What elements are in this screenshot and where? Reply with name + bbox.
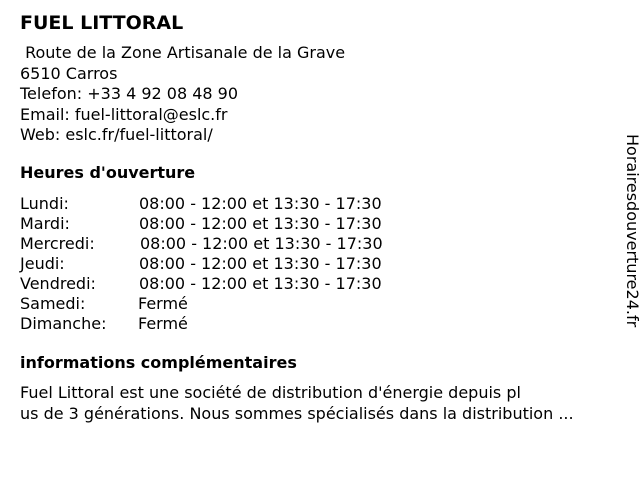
contact-block — [20, 43, 345, 146]
day-label: Lundi: — [20, 194, 69, 213]
business-name: FUEL LITTORAL — [20, 12, 184, 34]
info-line: us de 3 générations. Nous sommes spécialisés dans la distribution ... — [20, 404, 574, 423]
time-value: 08:00 - 12:00 et 13:30 - 17:30 — [139, 194, 382, 213]
website-link[interactable]: Web: eslc.fr/fuel-littoral/ — [20, 125, 213, 144]
phone-number[interactable]: Telefon: +33 4 92 08 48 90 — [20, 84, 239, 103]
email-address[interactable]: Email: fuel-littoral@eslc.fr — [20, 104, 228, 124]
info-heading: informations complémentaires — [20, 353, 297, 372]
city: 6510 Carros — [20, 63, 118, 83]
day-label: Dimanche: — [20, 314, 107, 333]
info-description — [20, 382, 574, 424]
time-value: Fermé — [138, 294, 188, 313]
time-value: 08:00 - 12:00 et 13:30 - 17:30 — [139, 214, 382, 233]
time-value: 08:00 - 12:00 et 13:30 - 17:30 — [139, 274, 382, 293]
info-line: Fuel Littoral est une société de distribution d'énergie depuis pl — [20, 383, 521, 402]
hours-heading: Heures d'ouverture — [20, 163, 196, 182]
time-value: Fermé — [138, 314, 188, 333]
day-label: Mardi: — [20, 214, 70, 233]
day-label: Mercredi: — [20, 234, 95, 253]
time-value: 08:00 - 12:00 et 13:30 - 17:30 — [139, 254, 382, 273]
day-label: Vendredi: — [20, 274, 96, 293]
site-watermark: Horairesdouverture24.fr — [623, 134, 642, 328]
time-value: 08:00 - 12:00 et 13:30 - 17:30 — [140, 234, 383, 253]
day-label: Samedi: — [20, 294, 86, 313]
street-address: Route de la Zone Artisanale de la Grave — [20, 43, 346, 62]
day-label: Jeudi: — [20, 254, 65, 273]
